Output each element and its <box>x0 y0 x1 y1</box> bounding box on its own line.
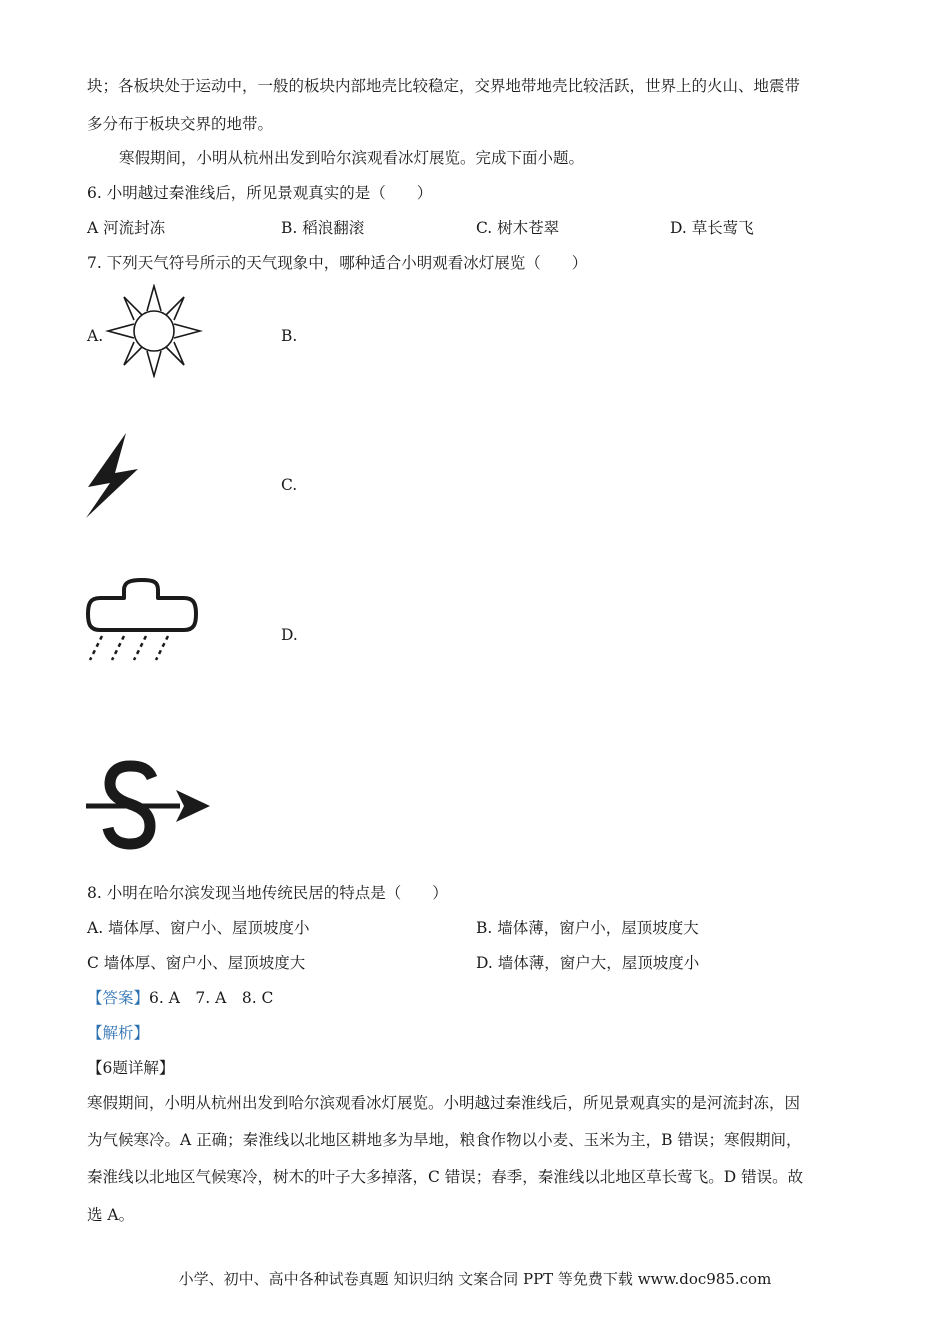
q7-option-c-label: C. <box>281 476 298 494</box>
q6-option-a: A 河流封冻 <box>87 219 166 237</box>
page-footer: 小学、初中、高中各种试卷真题 知识归纳 文案合同 PPT 等免费下载 www.doc985.com <box>178 1270 772 1288</box>
sandstorm-icon <box>84 760 212 850</box>
rain-cloud-icon <box>84 578 200 664</box>
q6-stem: 6. 小明越过秦淮线后，所见景观真实的是（ ） <box>87 184 433 202</box>
q6-option-d: D. 草长莺飞 <box>670 219 754 237</box>
q8-option-b: B. 墙体薄，窗户小，屋顶坡度大 <box>476 919 699 937</box>
context-text: 寒假期间，小明从杭州出发到哈尔滨观看冰灯展览。完成下面小题。 <box>119 149 585 167</box>
lightning-icon <box>84 431 144 521</box>
q8-option-a: A. 墙体厚、窗户小、屋顶坡度小 <box>87 919 310 937</box>
q6-option-c: C. 树木苍翠 <box>476 219 560 237</box>
q7-option-d-label: D. <box>281 626 298 644</box>
analysis-tag: 【解析】 <box>87 1024 150 1042</box>
answer-tag: 【答案】 <box>87 989 150 1007</box>
analysis-paragraph-line-1: 寒假期间，小明从杭州出发到哈尔滨观看冰灯展览。小明越过秦淮线后，所见景观真实的是河流封冻，因 <box>87 1094 801 1112</box>
intro-line-1: 块；各板块处于运动中，一般的板块内部地壳比较稳定，交界地带地壳比较活跃，世界上的火山、地震带 <box>87 77 801 95</box>
analysis-paragraph-line-3: 秦淮线以北地区气候寒冷，树木的叶子大多掉落，C 错误；春季，秦淮线以北地区草长莺飞。D 错误。故 <box>87 1168 804 1186</box>
q7-option-b-label: B. <box>281 327 298 345</box>
q7-option-a-label: A. <box>87 327 104 345</box>
analysis-paragraph-line-2: 为气候寒冷。A 正确；秦淮线以北地区耕地多为旱地，粮食作物以小麦、玉米为主，B 错误；寒假期间， <box>87 1131 802 1149</box>
q6-option-b: B. 稻浪翻滚 <box>281 219 365 237</box>
q7-stem: 7. 下列天气符号所示的天气现象中，哪种适合小明观看冰灯展览（ ） <box>87 254 588 272</box>
answer-line <box>87 988 273 1008</box>
answer-text: 6. A 7. A 8. C <box>149 989 274 1007</box>
sun-icon <box>104 284 204 378</box>
q6-analysis-heading: 【6题详解】 <box>87 1059 175 1077</box>
intro-line-2: 多分布于板块交界的地带。 <box>87 115 274 133</box>
analysis-paragraph-line-4: 选 A。 <box>87 1206 135 1224</box>
q8-stem: 8. 小明在哈尔滨发现当地传统民居的特点是（ ） <box>87 884 448 902</box>
q8-option-c: C 墙体厚、窗户小、屋顶坡度大 <box>87 954 306 972</box>
q8-option-d: D. 墙体薄，窗户大，屋顶坡度小 <box>476 954 700 972</box>
